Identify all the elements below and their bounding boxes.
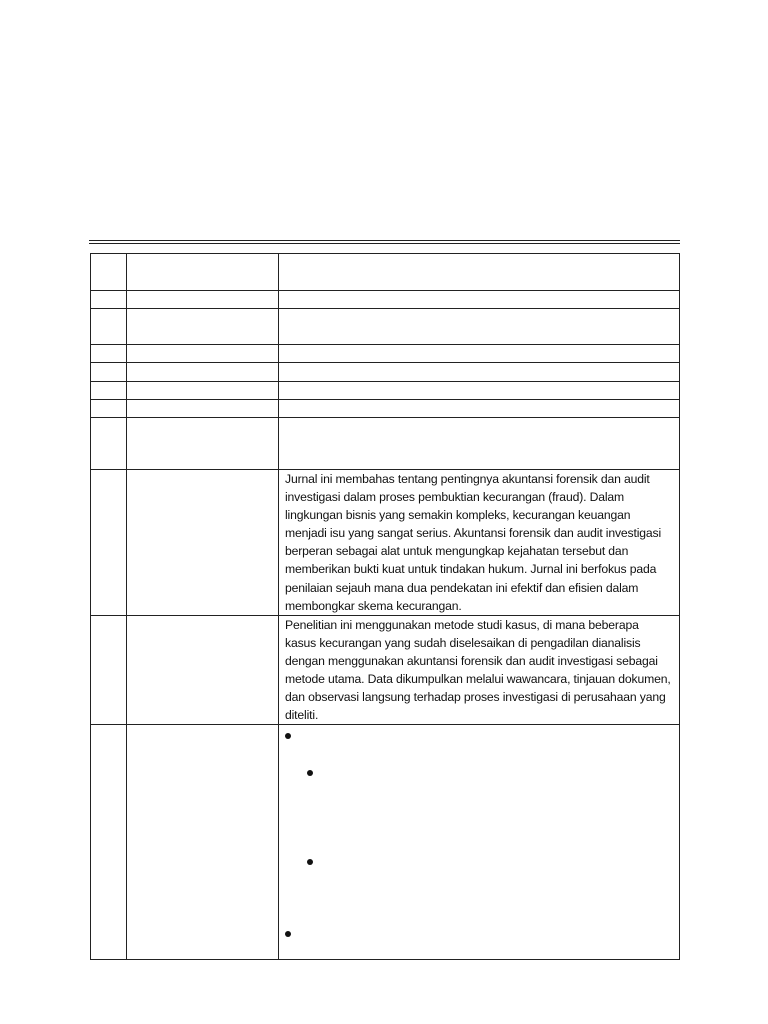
row-content-cell [279,254,680,291]
row-number-cell [91,470,127,616]
row-number-cell [91,615,127,725]
bullet-icon [285,931,291,937]
method-cell [279,615,680,725]
row-label-cell [127,725,279,960]
table-row [91,400,680,418]
bullet-icon [285,733,291,739]
row-number-cell [91,382,127,400]
row-label-cell [127,615,279,725]
abstract-cell [279,470,680,616]
journal-review-table [90,253,680,960]
row-label-cell [127,345,279,363]
row-label-cell [127,363,279,382]
row-number-cell [91,418,127,470]
row-content-cell [279,382,680,400]
row-number-cell [91,345,127,363]
row-number-cell [91,309,127,345]
method-text: Penelitian ini menggunakan metode studi kasus, di mana beberapa kasus kecurangan yang sudah diselesaikan di pengadilan dianalisis dengan menggunakan akuntansi forensik dan audit investigasi sebagai metode utama. Data dikumpulkan melalui wawancara, tinjauan dokumen, dan observasi langsung terhadap proses investigasi di perusahaan yang diteliti. [285,617,671,723]
row-label-cell [127,254,279,291]
table-row-method [91,615,680,725]
row-label-cell [127,400,279,418]
table-row [91,418,680,470]
table-row-results [91,725,680,960]
table-row [91,382,680,400]
row-number-cell [91,725,127,960]
row-label-cell [127,309,279,345]
table-row [91,254,680,291]
bullet-icon [307,770,313,776]
table-row [91,363,680,382]
table-row-abstract [91,470,680,616]
bullet-icon [307,859,313,865]
table-row [91,291,680,309]
row-content-cell [279,418,680,470]
header-rule-top [89,240,680,241]
row-label-cell [127,418,279,470]
row-content-cell [279,291,680,309]
table-row [91,309,680,345]
row-label-cell [127,382,279,400]
header-rule-bottom [89,243,680,244]
row-content-cell [279,345,680,363]
abstract-text: Jurnal ini membahas tentang pentingnya akuntansi forensik dan audit investigasi dalam proses pembuktian kecurangan (fraud). Dalam lingkungan bisnis yang semakin kompleks, kecurangan keuangan menjadi isu yang sangat serius. Akuntansi forensik dan audit investigasi berperan sebagai alat untuk mengungkap kejahatan tersebut dan memberikan bukti kuat untuk tindakan hukum. Jurnal ini berfokus pada penilaian sejauh mana dua pendekatan ini efektif dan efisien dalam membongkar skema kecurangan. [285,472,662,613]
row-number-cell [91,254,127,291]
table-row [91,345,680,363]
row-label-cell [127,470,279,616]
row-number-cell [91,400,127,418]
row-number-cell [91,291,127,309]
bullet-list [279,725,679,959]
row-content-cell [279,400,680,418]
row-content-cell [279,363,680,382]
row-label-cell [127,291,279,309]
row-content-cell [279,309,680,345]
results-cell [279,725,680,960]
row-number-cell [91,363,127,382]
